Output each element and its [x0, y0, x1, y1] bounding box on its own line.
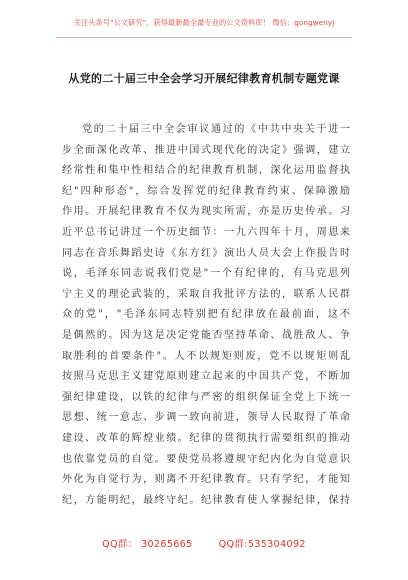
footer-contacts — [0, 536, 408, 550]
document-body — [62, 120, 350, 511]
body-line: 众的党"，"毛泽东同志特别把有纪律放在最前面，这不 — [62, 309, 350, 321]
body-line: 宁主义的理论武装的，采取自我批评方法的，联系人民群 — [62, 288, 350, 300]
body-line: 说，毛泽东同志说我们党是"一个有纪律的，有马克思列 — [62, 268, 350, 280]
body-line: 纪"四种形态"，综合发挥党的纪律教育约束、保障激励 — [62, 185, 350, 197]
body-line: 纪，方能明纪，最终守纪。纪律教育使人掌握纪律，保持 — [62, 494, 350, 506]
body-line: 取胜利的首要条件"。人不以规矩则废，党不以规矩则乱 — [62, 350, 350, 362]
footer-qq-group-2: QQ群:535304092 — [218, 539, 306, 550]
document-title: 从党的二十届三中全会学习开展纪律教育机制专题党课 — [68, 72, 340, 85]
body-line: 外化为自觉行为，则离不开纪律教育。只有学纪，才能知 — [62, 474, 350, 486]
body-line: 步全面深化改革、推进中国式现代化的决定》强调，建立 — [62, 144, 350, 156]
body-line: 党的二十届三中全会审议通过的《中共中央关于进一 — [82, 124, 350, 135]
body-line: 同志在音乐舞蹈史诗《东方红》演出人员大会上作报告时 — [62, 247, 350, 259]
header-divider — [56, 37, 352, 38]
body-line: 经常性和集中性相结合的纪律教育机制，深化运用监督执 — [62, 165, 350, 177]
footer-qq-group-1: QQ群： 30265665 — [102, 539, 193, 550]
body-line: 是偶然的。因为这是决定党能否坚持革命、战胜敌人、争 — [62, 329, 350, 341]
body-line: 按照马克思主义建党原则建立起来的中国共产党，不断加 — [62, 371, 350, 383]
body-line: 也依靠党员的自觉。要使党员将遵规守纪内化为自觉意识 — [62, 453, 350, 465]
body-line: 建设、改革的辉煌业绩。纪律的贯彻执行需要组织的推动 — [62, 432, 350, 444]
body-line: 强纪律建设，以铁的纪律与严密的组织保证全党上下统一 — [62, 391, 350, 403]
header-notice: 关注头条号"公文研究"，获得最新最全最专业的公文资料库！ 微信：gongwenyj — [73, 18, 335, 27]
body-line: 作用。开展纪律教育不仅为现实所需，亦是历史传承。习 — [62, 206, 350, 218]
body-line: 近平总书记讲过一个历史细节：一九六四年十月，周恩来 — [62, 226, 350, 238]
body-line: 思想、统一意志、步调一致向前进，领导人民取得了革命 — [62, 412, 350, 424]
